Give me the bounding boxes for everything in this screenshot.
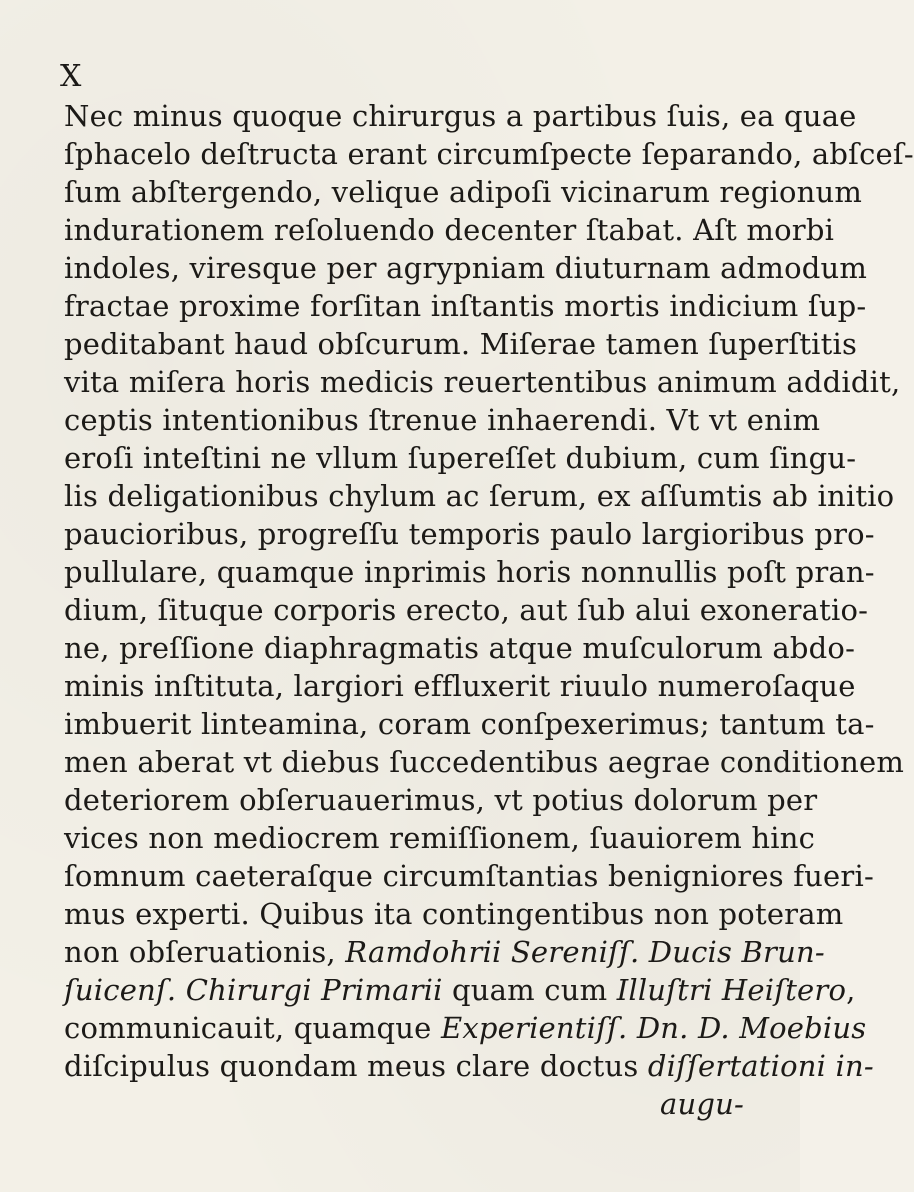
italic-name-segment: Experientiſſ. Dn. D. Moebius <box>440 1011 867 1045</box>
text-line: pullulare, quamque inprimis horis nonnullis poſt pran- <box>64 555 875 589</box>
italic-name-segment: Primarii <box>321 973 443 1007</box>
italic-name-segment: Illuſtri Heiſtero <box>616 973 847 1007</box>
text-line: dium, ſituque corporis erecto, aut ſub alui exoneratio- <box>64 593 869 627</box>
text-segment: diſcipulus quondam meus clare doctus <box>64 1049 648 1083</box>
text-line: ne, preſſione diaphragmatis atque muſculorum abdo- <box>64 631 856 665</box>
text-segment: communicauit, quamque <box>64 1011 441 1045</box>
text-line: eroſi inteſtini ne vllum ſupereſſet dubium, cum ſingu- <box>64 441 857 475</box>
text-line: ſphacelo deſtructa erant circumſpecte ſeparando, abſceſ- <box>64 137 914 171</box>
signature-mark: X <box>60 59 82 94</box>
text-line: deteriorem obſeruauerimus, vt potius dolorum per <box>64 783 818 817</box>
text-line: indoles, viresque per agrypniam diuturnam admodum <box>64 251 868 285</box>
text-segment: , <box>846 973 856 1007</box>
text-segment: quam cum <box>442 973 617 1007</box>
italic-name-segment: Ramdohrii Sereniſſ. Ducis Brun- <box>345 935 825 969</box>
italic-name-segment: ſuicenſ. Chirurgi <box>64 973 322 1007</box>
text-line <box>64 1010 866 1046</box>
text-line <box>64 934 825 970</box>
text-line: indurationem reſoluendo decenter ſtabat. Aſt morbi <box>64 213 835 247</box>
text-line: ſum abſtergendo, velique adipoſi vicinarum regionum <box>64 175 863 209</box>
text-line: ceptis intentionibus ſtrenue inhaerendi. Vt vt enim <box>64 403 821 437</box>
text-segment: non obſeruationis, <box>64 935 346 969</box>
text-line: imbuerit linteamina, coram conſpexerimus; tantum ta- <box>64 707 875 741</box>
text-line: vita miſera horis medicis reuertentibus animum addidit, <box>64 365 901 399</box>
catchword-text: augu- <box>660 1087 745 1121</box>
text-line: Nec minus quoque chirurgus a partibus ſuis, ea quae <box>64 99 857 133</box>
catchword <box>660 1086 744 1122</box>
text-line: minis inſtituta, largiori effluxerit riuulo numeroſaque <box>64 669 856 703</box>
text-line: men aberat vt diebus ſuccedentibus aegrae conditionem <box>64 745 905 779</box>
text-line: mus experti. Quibus ita contingentibus non poteram <box>64 897 844 931</box>
text-line: peditabant haud obſcurum. Miſerae tamen ſuperſtitis <box>64 327 858 361</box>
text-line: fractae proxime forſitan inſtantis mortis indicium ſup- <box>64 289 867 323</box>
text-line <box>64 972 856 1008</box>
text-line <box>64 1048 874 1084</box>
italic-name-segment: diſſertationi in- <box>647 1049 874 1083</box>
text-line: paucioribus, progreſſu temporis paulo largioribus pro- <box>64 517 875 551</box>
text-line: ſomnum caeteraſque circumſtantias benigniores fueri- <box>64 859 874 893</box>
text-line: vices non mediocrem remiſſionem, ſuauiorem hinc <box>64 821 816 855</box>
text-line: lis deligationibus chylum ac ſerum, ex aſſumtis ab initio <box>64 479 895 513</box>
